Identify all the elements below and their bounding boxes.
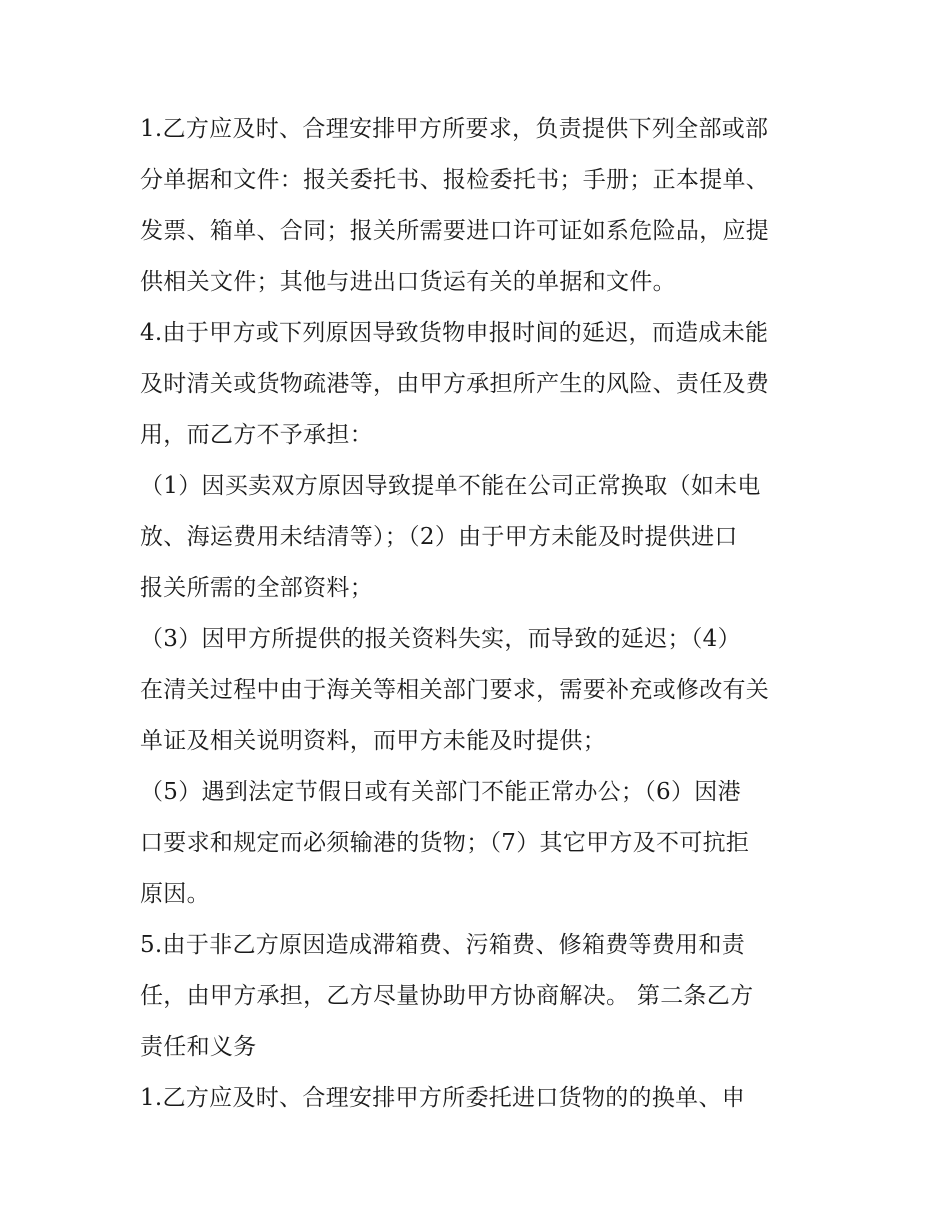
text-line: （3）因甲方所提供的报关资料失实，而导致的延迟；（4）	[140, 626, 741, 652]
text-line: 用，而乙方不予承担：	[140, 422, 373, 448]
text-line: 任，由甲方承担，乙方尽量协助甲方协商解决。 第二条乙方	[140, 983, 754, 1009]
text-line: （5）遇到法定节假日或有关部门不能正常办公；（6）因港	[140, 779, 741, 805]
text-line: 报关所需的全部资料；	[140, 575, 373, 601]
text-line: 5.由于非乙方原因造成滞箱费、污箱费、修箱费等费用和责	[140, 932, 746, 958]
text-line: 4.由于甲方或下列原因导致货物申报时间的延迟，而造成未能	[140, 320, 769, 346]
text-line: 原因。	[140, 881, 210, 907]
document-page	[140, 104, 820, 1124]
text-line: 供相关文件；其他与进出口货运有关的单据和文件。	[140, 269, 676, 295]
text-line: 1.乙方应及时、合理安排甲方所委托进口货物的的换单、申	[140, 1085, 746, 1111]
text-line: 分单据和文件：报关委托书、报检委托书；手册；正本提单、	[140, 167, 770, 193]
text-line: 1.乙方应及时、合理安排甲方所要求，负责提供下列全部或部	[140, 116, 769, 142]
text-line: 发票、箱单、合同；报关所需要进口许可证如系危险品，应提	[140, 218, 770, 244]
text-line: （1）因买卖双方原因导致提单不能在公司正常换取（如未电	[140, 473, 761, 499]
text-line: 放、海运费用未结清等）；（2）由于甲方未能及时提供进口	[140, 524, 738, 550]
text-line: 口要求和规定而必须输港的货物；（7）其它甲方及不可抗拒	[140, 830, 750, 856]
text-line: 责任和义务	[140, 1034, 257, 1060]
text-line: 及时清关或货物疏港等，由甲方承担所产生的风险、责任及费	[140, 371, 770, 397]
text-line: 在清关过程中由于海关等相关部门要求，需要补充或修改有关	[140, 677, 770, 703]
text-line: 单证及相关说明资料，而甲方未能及时提供；	[140, 728, 606, 754]
